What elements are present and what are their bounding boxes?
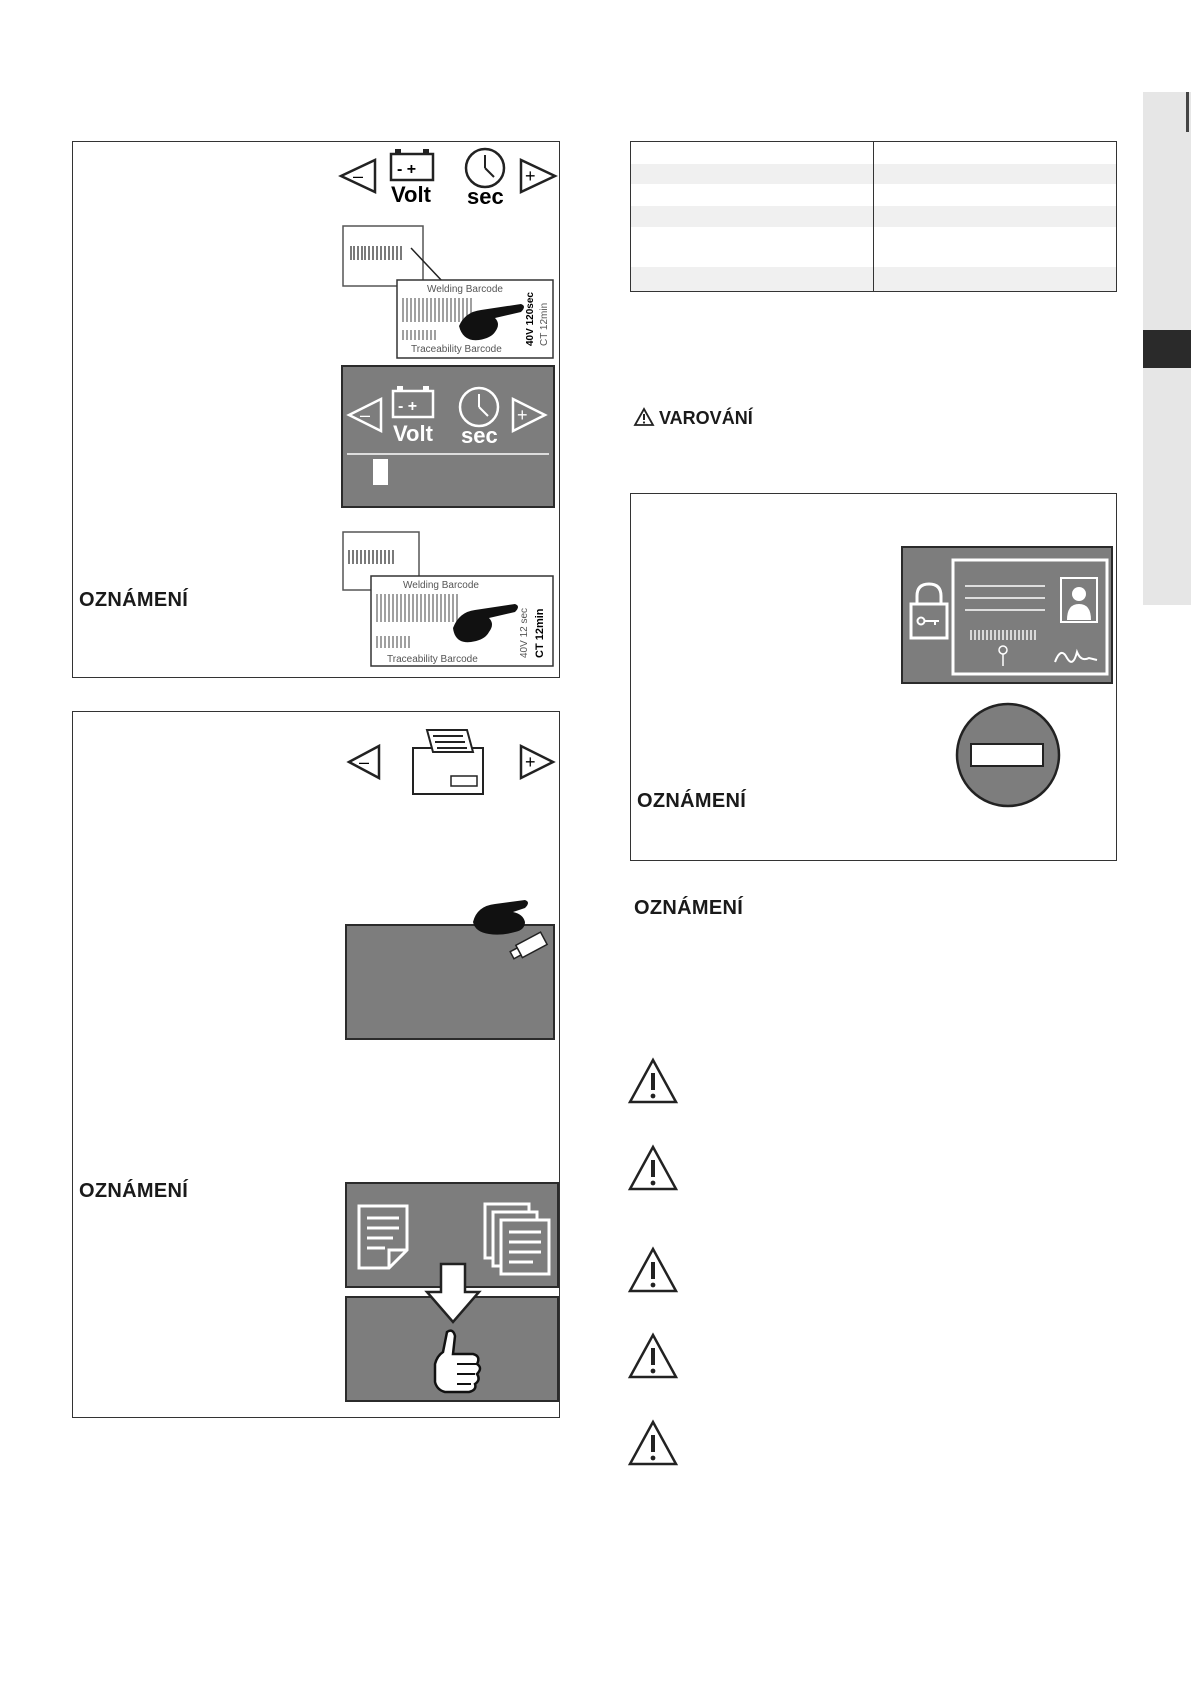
multiple-documents-icon [483, 1202, 555, 1278]
panel-id-card [630, 493, 1117, 861]
id-card-icon [951, 558, 1109, 676]
svg-text:Traceability Barcode: Traceability Barcode [387, 654, 478, 665]
svg-text:–: – [360, 405, 371, 425]
barcode-card-illustration-2 [341, 524, 557, 674]
traceability-barcode-text: Traceability Barcode [411, 344, 502, 355]
svg-text:- +: - + [397, 161, 417, 178]
svg-text:Welding Barcode: Welding Barcode [403, 580, 479, 591]
welding-barcode-text: Welding Barcode [427, 284, 503, 295]
volt-text: Volt [391, 182, 431, 207]
volt-sec-screen-icons [345, 369, 551, 449]
panel-barcode-settings [72, 141, 560, 678]
table-row [631, 184, 1116, 206]
table-row [631, 267, 1116, 291]
svg-text:Volt: Volt [393, 421, 433, 446]
table-row [631, 206, 1116, 226]
minus-glyph: – [353, 166, 364, 186]
notice-heading: OZNÁMENÍ [634, 897, 744, 919]
display-screen-id-card [901, 546, 1113, 684]
table-row [631, 142, 1116, 164]
sec-text: sec [467, 184, 504, 209]
cursor-block [373, 459, 388, 485]
spec-table [630, 141, 1117, 292]
warning-triangle-icon [628, 1145, 678, 1191]
warning-triangle-icon [628, 1333, 678, 1379]
warning-heading [634, 408, 753, 429]
warning-triangle-icon [628, 1247, 678, 1293]
screen-divider [347, 453, 549, 455]
svg-text:+: + [517, 405, 528, 425]
single-document-icon [355, 1202, 421, 1274]
notice-heading: OZNÁMENÍ [79, 589, 189, 611]
svg-text:CT 12min: CT 12min [539, 302, 550, 346]
printer-selector-icon [345, 724, 557, 800]
barcode-card-illustration [341, 218, 557, 355]
warning-triangle-icon [628, 1420, 678, 1466]
padlock-key-icon [907, 580, 951, 644]
usb-hand-icon [469, 898, 553, 968]
side-tab-active [1143, 330, 1191, 368]
svg-text:–: – [359, 752, 370, 772]
table-row [631, 227, 1116, 267]
thumbs-up-icon [427, 1326, 483, 1398]
svg-text:+: + [525, 166, 536, 186]
svg-text:sec: sec [461, 423, 498, 448]
warning-triangle-icon [634, 408, 654, 426]
no-entry-icon [953, 700, 1063, 810]
panel-printer-settings [72, 711, 560, 1418]
notice-heading: OZNÁMENÍ [637, 790, 747, 812]
warning-label: VAROVÁNÍ [659, 408, 753, 428]
warning-triangle-icon [628, 1058, 678, 1104]
table-row [631, 164, 1116, 184]
svg-text:CT 12min: CT 12min [534, 608, 546, 658]
svg-text:40V 12 sec: 40V 12 sec [519, 607, 530, 658]
side-tab-divider [1186, 92, 1189, 132]
notice-heading: OZNÁMENÍ [79, 1180, 189, 1202]
svg-text:- +: - + [398, 398, 418, 415]
svg-text:+: + [525, 752, 536, 772]
svg-text:40V 120sec: 40V 120sec [525, 292, 536, 346]
display-screen-volt-sec [341, 365, 555, 508]
volt-sec-selector-icon [339, 144, 559, 208]
down-arrow-icon [423, 1262, 483, 1326]
